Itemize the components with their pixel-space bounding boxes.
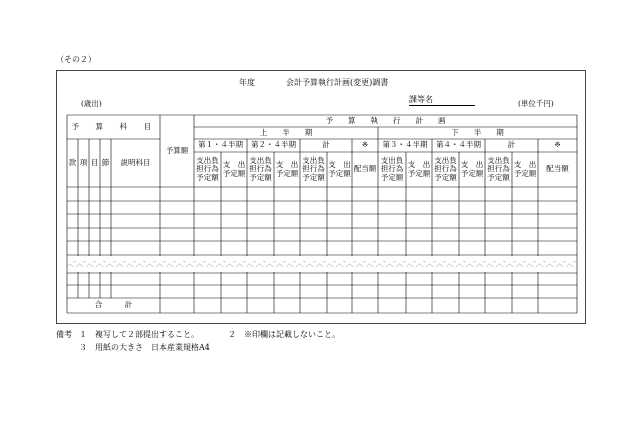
q3-header: 第３・４半期: [382, 140, 428, 150]
q4-header: 第４・４半期: [436, 140, 481, 150]
remarks-label: 備考: [56, 330, 72, 339]
total-label: 合 計: [94, 300, 133, 310]
form-frame: [56, 70, 586, 324]
q1-header: 第１・４半期: [198, 140, 243, 150]
q2-header: 第２・４半期: [251, 140, 296, 150]
q4-commitment-header: 支出負 担行為 予定額: [434, 155, 457, 182]
col-setsu: 節: [101, 157, 110, 167]
second-half-allocation-header: 配当額: [546, 164, 569, 174]
q1-payment-header: 支 出 予定額: [222, 160, 246, 178]
col-moku: 目: [90, 157, 99, 167]
second-half-note-mark: ※: [554, 140, 561, 150]
first-half-commitment-header: 支出負 担行為 予定額: [302, 155, 325, 182]
q3-payment-header: 支 出 予定額: [407, 160, 431, 178]
second-half-commitment-header: 支出負 担行為 予定額: [487, 155, 510, 182]
col-kou: 項: [79, 157, 88, 167]
table-break-zigzag: [68, 261, 576, 267]
remarks-item-3: ３ 用紙の大きさ 日本産業規格A4: [79, 343, 210, 352]
table-grid: [57, 71, 587, 325]
col-kan: 款: [68, 157, 77, 167]
q3-commitment-header: 支出負 担行為 予定額: [380, 155, 404, 182]
first-half-header: 上 半 期: [259, 127, 313, 137]
second-half-subtotal-header: 計: [507, 140, 516, 150]
year-label: 年度: [239, 78, 255, 87]
q1-commitment-header: 支出負 担行為 予定額: [196, 155, 219, 182]
q4-payment-header: 支 出 予定額: [460, 160, 484, 178]
q2-commitment-header: 支出負 担行為 予定額: [249, 155, 272, 182]
second-half-payment-header: 支 出 予定額: [513, 160, 537, 178]
col-description: 説明科目: [120, 157, 151, 167]
budget-amount-header: 予算額: [165, 145, 189, 155]
unit-label: (単位千円): [518, 99, 554, 108]
first-half-payment-header: 支 出 予定額: [328, 160, 351, 178]
budget-items-header: 予 算 科 目: [71, 121, 156, 131]
remarks-item-2: ２ ※印欄は記載しないこと。: [228, 330, 340, 339]
form-title: 会計予算執行計画(変更)調書: [286, 78, 389, 87]
section-name-label: 課等名: [409, 95, 433, 104]
expenditure-label: (歳出): [81, 99, 102, 108]
q2-payment-header: 支 出 予定額: [275, 160, 299, 178]
first-half-allocation-header: 配当額: [353, 164, 377, 174]
page-label: （その２）: [56, 55, 96, 64]
execution-plan-header: 予 算 執 行 計 画: [325, 115, 446, 125]
second-half-header: 下 半 期: [451, 127, 504, 137]
first-half-subtotal-header: 計: [322, 140, 330, 150]
first-half-note-mark: ※: [361, 140, 369, 150]
remarks-item-1: １ 複写して２部提出すること。: [79, 330, 199, 339]
